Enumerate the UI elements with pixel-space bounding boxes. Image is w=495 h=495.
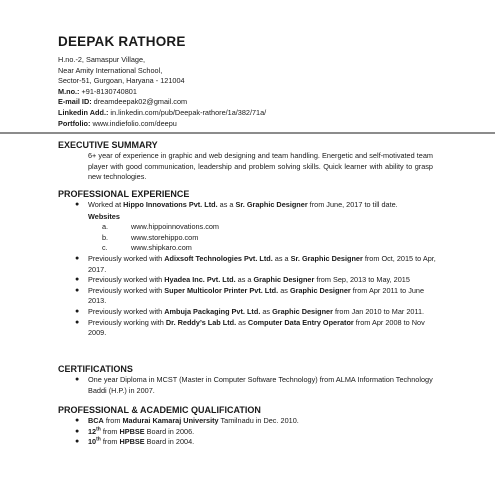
experience-item — [58, 275, 440, 286]
experience-list — [58, 200, 458, 339]
qualification-item — [58, 416, 440, 427]
experience-section — [58, 189, 458, 339]
linkedin-line — [58, 108, 478, 119]
website-url[interactable]: www.storehippo.com — [131, 232, 199, 242]
mobile-line — [58, 87, 478, 98]
bullet-icon: ● — [75, 276, 80, 284]
job-role: Sr. Graphic Designer — [235, 200, 308, 209]
company-name: Dr. Reddy’s Lab Ltd. — [165, 317, 237, 327]
qualification-text: from — [100, 437, 120, 447]
bullet-icon: ● — [75, 376, 80, 383]
board-name: HPBSE — [119, 426, 145, 436]
qualification-title: PROFESSIONAL & ACADEMIC QUALIFICATION — [58, 405, 261, 415]
ordinal-suffix: th — [96, 436, 101, 443]
linkedin-label: Linkedin Add.: — [58, 107, 109, 117]
executive-summary-section — [58, 140, 458, 183]
websites-list — [88, 222, 440, 254]
bullet-icon: ● — [75, 427, 80, 435]
mobile-label: M.no.: — [58, 86, 80, 96]
qualification-text: from — [100, 426, 120, 436]
ordinal-suffix: th — [96, 426, 101, 433]
board-name: HPBSE — [119, 437, 145, 447]
company-name: Ambuja Packaging Pvt. Ltd. — [164, 306, 261, 316]
executive-summary-title: EXECUTIVE SUMMARY — [58, 140, 158, 150]
website-item — [88, 233, 440, 244]
website-url[interactable]: www.hippoinnovations.com — [131, 222, 220, 232]
website-item — [88, 222, 440, 233]
job-role: Computer Data Entry Operator — [247, 317, 354, 327]
qualification-section — [58, 405, 458, 448]
experience-dates: from Apr 2008 to Nov 2009. — [88, 317, 425, 338]
experience-text: as — [260, 306, 273, 316]
class-number: 12 — [88, 426, 97, 436]
bullet-icon: ● — [75, 201, 80, 208]
certifications-list — [58, 375, 458, 396]
address-line-2: Near Amity International School, — [58, 65, 163, 75]
experience-text: Previously working with — [88, 317, 166, 327]
email-label: E-mail ID: — [58, 97, 92, 107]
certification-text: One year Diploma in MCST (Master in Computer Software Technology) from ALMA Information Technology Baddi (H.P.) in 2007. — [88, 375, 433, 395]
qualification-item — [58, 437, 440, 448]
qualification-text: Tamilnadu in Dec. 2010. — [218, 416, 299, 425]
experience-item — [58, 200, 440, 254]
experience-text: as — [278, 285, 290, 295]
executive-summary-text: 6+ year of experience in graphic and web designing and team handling. Energetic and self-motivated team player with good communication, leadership and problem solving skills. Quick learner with ability to grasp new technologies. — [88, 151, 433, 182]
list-letter: b. — [102, 232, 109, 242]
experience-dates: from Apr 2011 to June 2013. — [88, 285, 425, 306]
certifications-section — [58, 364, 458, 396]
qualification-text: from — [103, 416, 123, 425]
job-role: Sr. Graphic Designer — [290, 253, 363, 263]
bullet-icon: ● — [75, 286, 80, 294]
experience-text: as a — [217, 200, 236, 209]
header-divider — [0, 132, 495, 134]
class-number: 10 — [88, 437, 97, 447]
company-name: Super Multicolor Printer Pvt. Ltd. — [164, 285, 279, 295]
experience-title: PROFESSIONAL EXPERIENCE — [58, 189, 190, 199]
certifications-title: CERTIFICATIONS — [58, 364, 133, 374]
bullet-icon: ● — [75, 254, 80, 262]
bullet-icon: ● — [75, 307, 80, 315]
company-name: Hyadea Inc. Pvt. Ltd. — [164, 275, 236, 285]
bullet-icon: ● — [75, 318, 80, 326]
experience-text: Previously worked with — [88, 253, 165, 263]
company-name: Adixsoft Technologies Pvt. Ltd. — [164, 253, 273, 263]
portfolio-label: Portfolio: — [58, 118, 91, 128]
experience-dates: from Sep, 2013 to May, 2015 — [314, 275, 410, 285]
job-role: Graphic Designer — [289, 285, 351, 295]
mobile-value: +91-8130740801 — [79, 86, 137, 96]
experience-item — [58, 318, 440, 339]
email-line — [58, 97, 478, 108]
email-value[interactable]: dreamdeepak02@gmail.com — [91, 97, 188, 107]
portfolio-value[interactable]: www.indiefolio.com/deepu — [90, 118, 177, 128]
qualification-text: Board in 2006. — [144, 426, 195, 436]
job-role: Graphic Designer — [253, 275, 315, 285]
bullet-icon: ● — [75, 438, 80, 446]
experience-text: Previously worked with — [88, 275, 165, 285]
address-line-3: Sector-51, Gurgoan, Haryana - 121004 — [58, 76, 185, 86]
website-item — [88, 243, 440, 254]
address-line-1: H.no.-2, Samaspur Village, — [58, 55, 146, 64]
websites-title: Websites — [88, 211, 120, 221]
experience-dates: from Jan 2010 to Mar 2011. — [332, 306, 425, 316]
qualification-list — [58, 416, 458, 448]
university-name: Madurai Kamaraj University — [122, 416, 219, 425]
certification-item — [58, 375, 440, 396]
qualification-text: Board in 2004. — [144, 437, 195, 447]
candidate-name: DEEPAK RATHORE — [58, 34, 186, 49]
experience-item — [58, 286, 440, 307]
experience-text: Worked at — [88, 200, 124, 209]
bullet-icon: ● — [75, 417, 80, 424]
degree-name: BCA — [88, 416, 104, 425]
experience-dates: from Oct, 2015 to Apr, 2017. — [88, 253, 436, 274]
experience-text: Previously worked with — [88, 285, 165, 295]
list-letter: c. — [102, 243, 108, 253]
company-name: Hippo Innovations Pvt. Ltd. — [123, 200, 218, 209]
experience-text: as a — [272, 253, 291, 263]
experience-text: as — [236, 317, 248, 327]
portfolio-line — [58, 119, 478, 130]
qualification-item — [58, 427, 440, 438]
resume-header — [58, 34, 478, 129]
experience-dates: from June, 2017 to till date. — [307, 200, 398, 209]
experience-text: Previously worked with — [88, 306, 165, 316]
experience-text: as a — [235, 275, 254, 285]
job-role: Graphic Designer — [272, 306, 333, 316]
experience-item — [58, 307, 440, 318]
list-letter: a. — [102, 222, 109, 232]
website-url[interactable]: www.shipkaro.com — [131, 243, 192, 253]
linkedin-value[interactable]: in.linkedin.com/pub/Deepak-rathore/1a/382/71a/ — [108, 107, 267, 117]
experience-item — [58, 254, 440, 275]
